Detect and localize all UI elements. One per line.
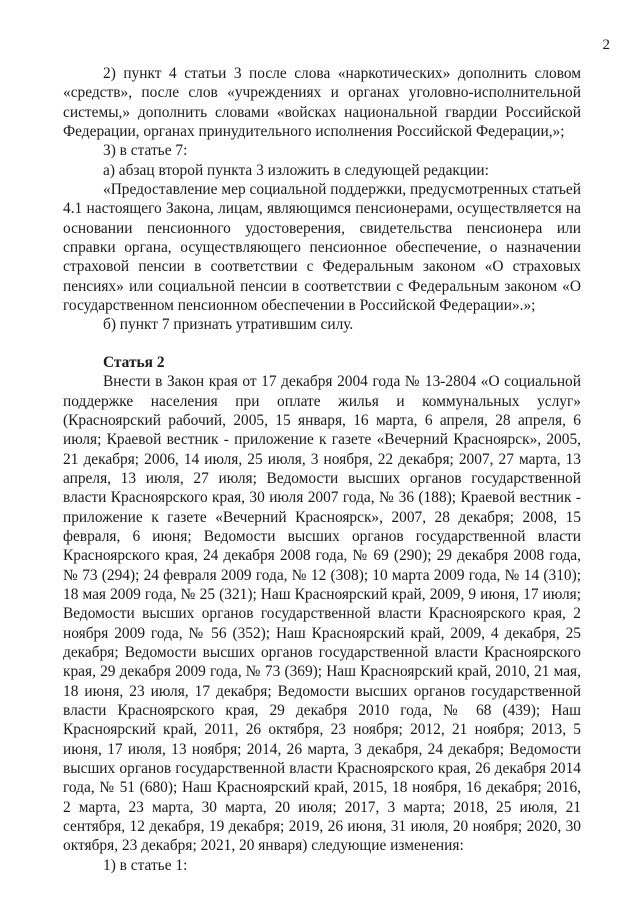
paragraph-quoted-text: «Предоставление мер социальной поддержки, предусмотренных статьей 4.1 настоящего Закона, лицам, являющимся пенсионерами, осуществляется на основании пенсионного удостоверения, свидетельства пенсионера или справки органа, осуществляющего пенсионное обеспечение, о назначении страховой пенсии в соответствии с Федеральным законом «О страховых пенсиях» или социальной пенсии в соответствии с Федеральным законом «О государственном пенсионном обеспечении в Российской Федерации».»;: [63, 181, 581, 315]
paragraph-item-1: 1) в статье 1:: [103, 856, 188, 874]
article-heading: Статья 2: [103, 353, 165, 371]
section-spacer: [63, 335, 581, 353]
paragraph-subitem-b: б) пункт 7 признать утратившим силу.: [103, 316, 354, 334]
document-body: [63, 64, 581, 875]
paragraph-subitem-a: а) абзац второй пункта 3 изложить в следующей редакции:: [103, 161, 489, 179]
page-number: 2: [602, 37, 610, 53]
paragraph-article-body: Внести в Закон края от 17 декабря 2004 года № 13-2804 «О социальной поддержке населения при оплате жилья и коммунальных услуг» (Красноярский рабочий, 2005, 15 января, 16 марта, 6 апреля, 28 апреля, 6 июля; Краевой вестник - приложение к газете «Вечерний Красноярск», 2005, 21 декабря; 2006, 14 июля, 25 июля, 3 ноября, 22 декабря; 2007, 27 марта, 13 апреля, 13 июля, 27 июля; Ведомости высших органов государственной власти Красноярского края, 30 июля 2007 года, № 36 (188); Краевой вестник - приложение к газете «Вечерний Красноярск», 2007, 28 декабря; 2008, 15 февраля, 6 июня; Ведомости высших органов государственной власти Красноярского края, 24 декабря 2008 года, № 69 (290); 29 декабря 2008 года, № 73 (294); 24 февраля 2009 года, № 12 (308); 10 марта 2009 года, № 14 (310); 18 мая 2009 года, № 25 (321); Наш Красноярский край, 2009, 9 июня, 17 июля; Ведомости высших органов государственной власти Красноярского края, 2 ноября 2009 года, № 56 (352); Наш Красноярский край, 2009, 4 декабря, 25 декабря; Ведомости высших органов государственной власти Красноярского края, 29 декабря 2009 года, № 73 (369); Наш Красноярский край, 2010, 21 мая, 18 июня, 23 июля, 17 декабря; Ведомости высших органов государственной власти Красноярского края, 29 декабря 2010 года, № 68 (439); Наш Красноярский край, 2011, 26 октября, 23 ноября; 2012, 21 ноября; 2013, 5 июня, 17 июля, 13 ноября; 2014, 26 марта, 3 декабря, 24 декабря; Ведомости высших органов государственной власти Красноярского края, 26 декабря 2014 года, № 51 (680); Наш Красноярский край, 2015, 18 ноября, 16 декабря; 2016, 2 марта, 23 марта, 30 марта, 20 июля; 2017, 3 марта; 2018, 25 июля, 21 сентября, 12 декабря, 19 декабря; 2019, 26 июня, 31 июля, 20 ноября; 2020, 30 октября, 23 декабря; 2021, 20 января) следующие изменения:: [63, 373, 581, 855]
paragraph-item-2: 2) пункт 4 статьи 3 после слова «наркотических» дополнить словом «средств», после слов «учреждениях и органах уголовно-исполнительной системы,» дополнить словами «войсках национальной гвардии Российской Федерации, органах принудительного исполнения Российской Федерации,»;: [63, 65, 581, 141]
paragraph-item-3: 3) в статье 7:: [103, 142, 188, 160]
